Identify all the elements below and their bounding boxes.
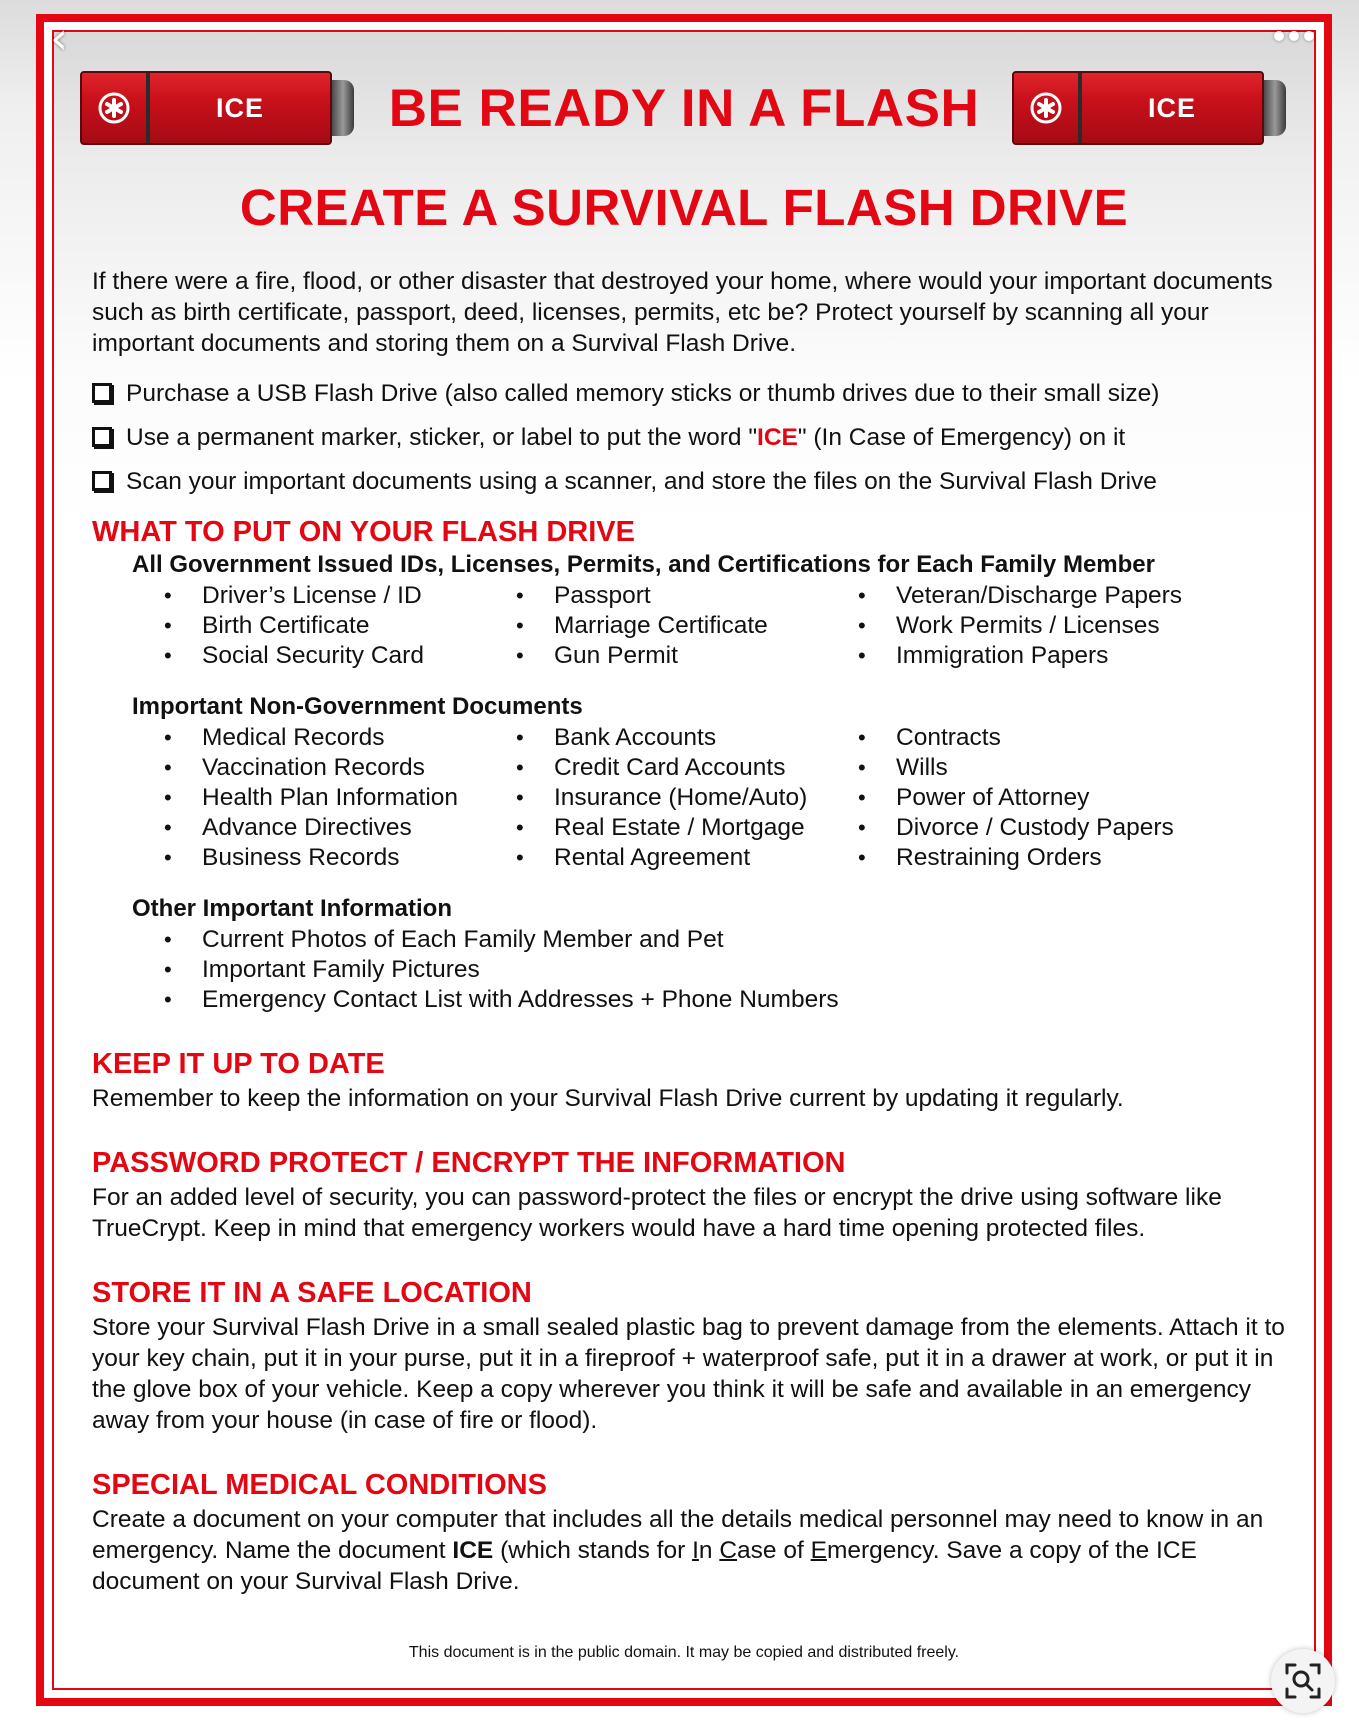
spacer	[92, 1436, 1288, 1456]
list-item: • Business Records	[164, 843, 516, 873]
acronym-letter-c: C	[719, 1537, 738, 1564]
drive-plug	[1264, 80, 1286, 136]
checklist-item	[92, 459, 1288, 503]
checklist-text	[126, 422, 1125, 453]
spacer	[92, 873, 1288, 893]
medical-star-icon	[1014, 73, 1082, 143]
more-dots-icon[interactable]	[1269, 26, 1319, 46]
section-heading-keep-up-to-date: KEEP IT UP TO DATE	[92, 1048, 385, 1080]
list-item: • Insurance (Home/Auto)	[516, 783, 858, 813]
section-heading-password: PASSWORD PROTECT / ENCRYPT THE INFORMATION	[92, 1147, 846, 1179]
medical-text	[92, 1504, 1288, 1597]
list-item: • Passport	[516, 581, 858, 611]
drive-plug	[332, 80, 354, 136]
list-item: • Advance Directives	[164, 813, 516, 843]
list-item: • Social Security Card	[164, 641, 516, 671]
acronym-letter-i: I	[692, 1537, 699, 1564]
section-heading-store: STORE IT IN A SAFE LOCATION	[92, 1277, 532, 1309]
list-item: • Work Permits / Licenses	[858, 611, 1218, 641]
ice-word: ICE	[452, 1537, 494, 1564]
list-item: • Medical Records	[164, 723, 516, 753]
list-item: • Divorce / Custody Papers	[858, 813, 1218, 843]
drive-label: ICE	[215, 92, 264, 123]
checklist-item	[92, 371, 1288, 415]
section-heading-what-to-put: WHAT TO PUT ON YOUR FLASH DRIVE	[92, 516, 635, 548]
section-heading-medical: SPECIAL MEDICAL CONDITIONS	[92, 1469, 547, 1501]
spacer	[92, 671, 1288, 691]
chevron-left-icon[interactable]: ‹	[50, 13, 68, 64]
list-item: • Veteran/Discharge Papers	[858, 581, 1218, 611]
list-item: • Emergency Contact List with Addresses + Phone Numbers	[164, 985, 1288, 1015]
spacer	[92, 1114, 1288, 1134]
acronym-letter-e: E	[810, 1537, 827, 1564]
page-title: CREATE A SURVIVAL FLASH DRIVE	[239, 179, 1129, 236]
document-body	[92, 266, 1288, 1597]
spacer	[92, 1015, 1288, 1035]
poster-inner-border	[52, 30, 1316, 1690]
list-item: • Driver’s License / ID	[164, 581, 516, 611]
checklist-text: Scan your important documents using a scanner, and store the files on the Survival Flash Drive	[126, 467, 1157, 495]
spacer	[92, 1244, 1288, 1264]
ice-word: ICE	[757, 423, 798, 451]
subheading-government: All Government Issued IDs, Licenses, Permits, and Certifications for Each Family Member	[132, 551, 1155, 578]
checkbox[interactable]	[92, 471, 112, 491]
tagline: BE READY IN A FLASH	[388, 78, 980, 138]
medical-text-part: mergency. Save a copy of the ICE document on your Survival Flash Drive.	[92, 1537, 1197, 1595]
medical-text-part: ase of	[737, 1537, 811, 1564]
flash-drive-right	[1012, 71, 1288, 145]
checklist-item	[92, 415, 1288, 459]
list-item: • Bank Accounts	[516, 723, 858, 753]
checklist-text-part: " (In Case of Emergency) on it	[797, 423, 1126, 451]
poster	[36, 14, 1332, 1706]
drive-label: ICE	[1147, 92, 1196, 123]
list-item: • Wills	[858, 753, 1218, 783]
checkbox[interactable]	[92, 427, 112, 447]
medical-text-part: (which stands for	[493, 1537, 693, 1564]
list-item: • Power of Attorney	[858, 783, 1218, 813]
drive-body	[80, 71, 332, 145]
store-text: Store your Survival Flash Drive in a small sealed plastic bag to prevent damage from the elements. Attach it to your key chain, put it in your purse, put it in a fireproof + waterproof safe, put it in a drawer at work, or put it in the glove box of your vehicle. Keep a copy wherever you think it will be safe and available in an emergency away from your house (in case of fire or flood).	[92, 1314, 1285, 1434]
medical-text-part: Create a document on your computer that includes all the details medical personnel may need to know in an emergency. Name the document	[92, 1506, 1264, 1564]
list-item: • Health Plan Information	[164, 783, 516, 813]
list-item: • Gun Permit	[516, 641, 858, 671]
header-row	[80, 68, 1288, 148]
visual-search-icon[interactable]	[1271, 1649, 1335, 1713]
medical-star-icon	[82, 73, 150, 143]
checklist	[92, 371, 1288, 503]
medical-text-part: n	[698, 1537, 720, 1564]
checklist-text: Purchase a USB Flash Drive (also called memory sticks or thumb drives due to their small size)	[126, 379, 1160, 407]
list-item: • Birth Certificate	[164, 611, 516, 641]
checkbox[interactable]	[92, 383, 112, 403]
government-docs-list	[164, 581, 1288, 671]
password-text: For an added level of security, you can password-protect the files or encrypt the drive using software like TrueCrypt. Keep in mind that emergency workers would have a hard time opening protected files.	[92, 1184, 1222, 1242]
public-domain-note: This document is in the public domain. It may be copied and distributed freely.	[408, 1644, 960, 1661]
drive-body	[1012, 71, 1264, 145]
list-item: • Contracts	[858, 723, 1218, 753]
list-item: • Vaccination Records	[164, 753, 516, 783]
flash-drive-left	[80, 71, 356, 145]
list-item: • Important Family Pictures	[164, 955, 1288, 985]
list-item: • Current Photos of Each Family Member and Pet	[164, 925, 1288, 955]
list-item: • Restraining Orders	[858, 843, 1218, 873]
other-info-list	[164, 925, 1288, 1015]
list-item: • Marriage Certificate	[516, 611, 858, 641]
list-item: • Immigration Papers	[858, 641, 1218, 671]
checklist-text-part: Use a permanent marker, sticker, or label to put the word "	[126, 423, 758, 451]
subheading-other: Other Important Information	[132, 895, 452, 922]
keep-up-to-date-text: Remember to keep the information on your Survival Flash Drive current by updating it regularly.	[92, 1085, 1124, 1112]
non-government-docs-list	[164, 723, 1288, 873]
list-item: • Real Estate / Mortgage	[516, 813, 858, 843]
list-item: • Rental Agreement	[516, 843, 858, 873]
list-item: • Credit Card Accounts	[516, 753, 858, 783]
intro-paragraph: If there were a fire, flood, or other disaster that destroyed your home, where would your important documents such as birth certificate, passport, deed, licenses, permits, etc be? Protect yourself by scanning all your important documents and storing them on a Survival Flash Drive.	[92, 268, 1273, 357]
subheading-non-government: Important Non-Government Documents	[132, 693, 583, 720]
